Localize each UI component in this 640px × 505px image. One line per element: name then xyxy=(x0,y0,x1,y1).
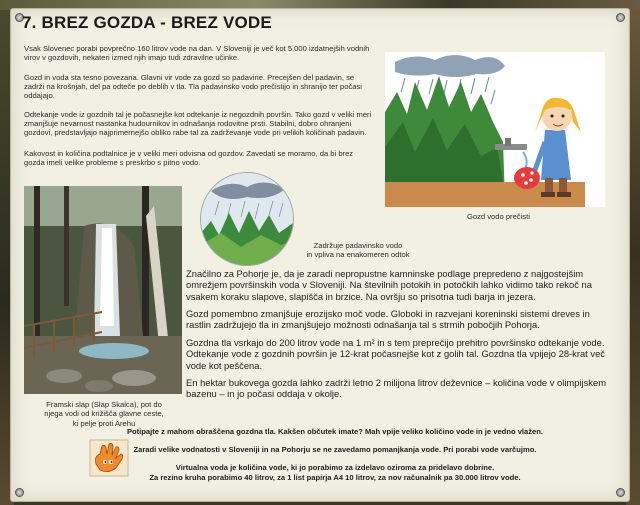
round-caption-line: in vpliva na enakomeren odtok xyxy=(306,250,410,260)
main-paragraph: Gozd pomembno zmanjšuje erozijsko moč vode. Globoki in razvejani koreninski sistemi dreves in rastlin zadržujejo tla in zmanjšujejo možnosti odnašanja tal s strmih pobočjih Pohorja. xyxy=(186,308,590,331)
photo-caption-line: njega vodi od križišča glavne ceste, xyxy=(44,409,164,419)
waterfall-photo xyxy=(24,186,182,394)
photo-caption xyxy=(24,400,184,428)
bottom-note: Zaradi velike vodnatosti v Sloveniji in na Pohorju se ne zavedamo pomanjkanja vode. Pri porabi vode varčujmo. xyxy=(133,445,537,454)
screw-icon xyxy=(616,488,625,497)
girl-with-tap-illustration xyxy=(385,52,605,207)
screw-icon xyxy=(15,488,24,497)
round-illustration-caption xyxy=(298,241,418,260)
intro-paragraph: Kakovost in količina podtalnice je v veliki meri odvisna od gozdov. Zavedati se moramo, da bi brez gozda imeli velike probleme s preskrbo s pitno vodo. xyxy=(24,149,354,168)
bottom-note: Virtualna voda je količina vode, ki jo porabimo za izdelavo oziroma za pridelavo dobrine. xyxy=(175,463,495,472)
main-paragraph: Značilno za Pohorje je, da je zaradi nepropustne kamninske podlage prepredeno z najgostejšim omrežjem površinskih voda v Sloveniji. Na številnih potokih in potočkih lahko vidimo tako rekoč na vsakem koraku slapove, slapišča in brzice. Na ovršju so prisotna tudi barja in jezera. xyxy=(186,268,592,302)
illustration-caption: Gozd vodo prečisti xyxy=(467,212,530,221)
bottom-note: Za rezino kruha porabimo 40 litrov, za 1 list papirja A4 10 litrov, za nov računalnik pa 30.000 litrov vode. xyxy=(149,473,521,482)
bottom-note: Potipajte z mahom obraščena gozdna tla. Kakšen občutek imate? Mah vpije veliko količino vode in je vedno vlažen. xyxy=(126,427,544,436)
main-paragraph: Gozdna tla vsrkajo do 200 litrov vode na 1 m² in s tem preprečijo prehitro površinsko odtekanje vode. Odtekanje vode z gozdnih površin je 12-krat počasnejše kot z golih tal. Gozdna tla vpijejo 28-krat več vode kot peščena. xyxy=(186,337,605,371)
intro-paragraph: Odtekanje vode iz gozdnih tal je počasnejše kot odtekanje iz negozdnih površin. Tako gozd v veliki meri zmanjšuje nevarnost nastanka hudournikov in odnašanja rodovitne prsti. Stabilni, dobro ohranjeni gozdovi, predstavljajo najprimernejšo obliko rabe tal za zadrževanje vode pri velikih količinah padavin. xyxy=(24,110,372,138)
screw-icon xyxy=(616,13,625,22)
photo-caption-line: Framski slap (Slap Skalca), pot do xyxy=(46,400,162,409)
board-title: 7. BREZ GOZDA - BREZ VODE xyxy=(22,13,272,32)
photo-caption-line: ki pelje proti Arehu xyxy=(72,418,136,428)
rain-forest-illustration xyxy=(200,172,294,266)
round-caption-line: Zadržuje padavinsko vodo xyxy=(313,241,403,250)
intro-paragraph: Gozd in voda sta tesno povezana. Glavni vir vode za gozd so padavine. Precejšen del padavin, se zadrži na krošnjah, del pa odteče po deblih v tla. Tla padavinsko vodo prečistijo in shranijo ter počasi oddajajo. xyxy=(24,73,362,101)
main-paragraph: En hektar bukovega gozda lahko zadrži letno 2 milijona litrov deževnice – količina vode v olimpijskem bazenu – in jo počasi oddaja v okolje. xyxy=(186,377,607,400)
intro-paragraph: Vsak Slovenec porabi povprečno 160 litrov vode na dan. V Sloveniji je več kot 5.000 izdatnejših vodnih virov v gozdovih, nekateri izmed njih imajo tudi zdravilne učinke. xyxy=(24,44,370,63)
